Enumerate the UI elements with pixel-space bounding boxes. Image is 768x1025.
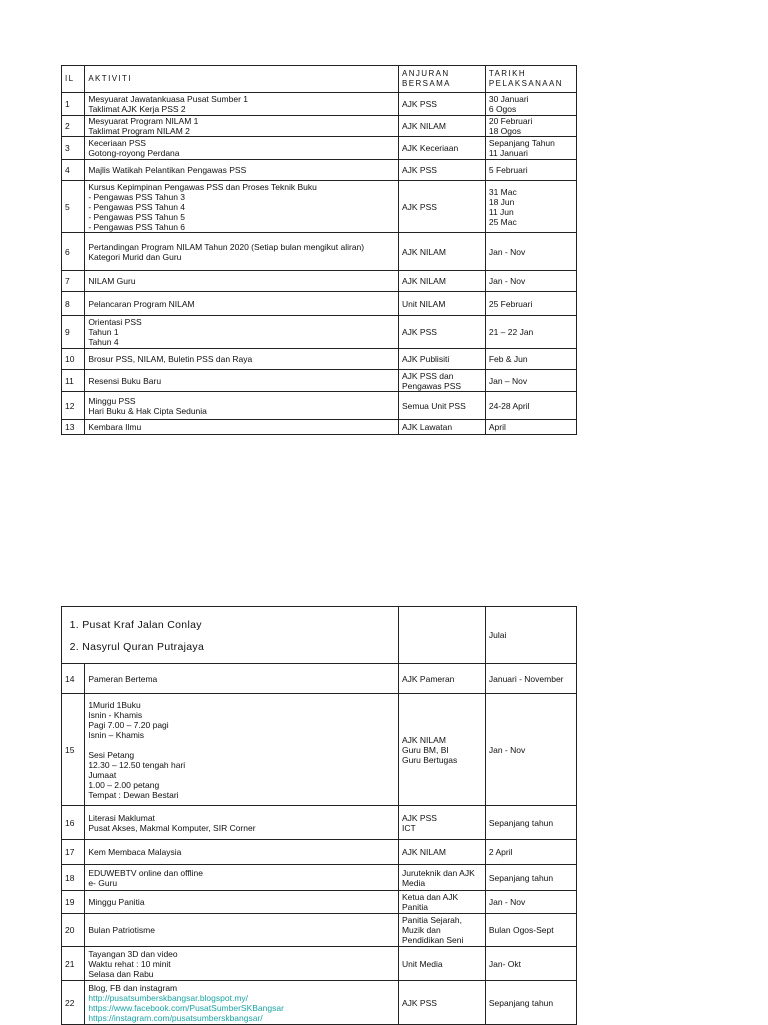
cell-il: 20 bbox=[62, 914, 85, 947]
cell-tarikh: 30 Januari 6 Ogos bbox=[485, 93, 576, 116]
cell-aktiviti: Kem Membaca Malaysia bbox=[85, 840, 399, 865]
visit-item-2-number: 2. bbox=[69, 641, 79, 653]
cell-anjuran: AJK PSS bbox=[398, 981, 485, 1025]
cell-aktiviti: Minggu PSS Hari Buku & Hak Cipta Sedunia bbox=[85, 392, 399, 420]
cell-tarikh: Jan – Nov bbox=[485, 370, 576, 392]
cell-il: 4 bbox=[62, 160, 85, 181]
cell-il: 8 bbox=[62, 292, 85, 316]
table-row bbox=[62, 694, 577, 806]
cell-il: 19 bbox=[62, 891, 85, 914]
cell-tarikh: Sepanjang tahun bbox=[485, 806, 576, 840]
table-row bbox=[62, 806, 577, 840]
cell-aktiviti: NILAM Guru bbox=[85, 271, 399, 292]
cell-anjuran: AJK PSS ICT bbox=[398, 806, 485, 840]
cell-il: 9 bbox=[62, 316, 85, 349]
cell-tarikh: 25 Februari bbox=[485, 292, 576, 316]
table-row bbox=[62, 914, 577, 947]
cell-tarikh: Jan- Okt bbox=[485, 947, 576, 981]
cell-il: 12 bbox=[62, 392, 85, 420]
cell-il: 11 bbox=[62, 370, 85, 392]
visit-item-1 bbox=[65, 619, 395, 631]
visit-places-cell bbox=[62, 607, 399, 664]
cell-aktiviti: Majlis Watikah Pelantikan Pengawas PSS bbox=[85, 160, 399, 181]
cell-il: 10 bbox=[62, 349, 85, 370]
cell-aktiviti: 1Murid 1Buku Isnin - Khamis Pagi 7.00 – 7.20 pagi Isnin – Khamis Sesi Petang 12.30 – 12.50 tengah hari Jumaat 1.00 – 2.00 petang Tempat : Dewan Bestari bbox=[85, 694, 399, 806]
activity-table-2-body bbox=[62, 607, 577, 1025]
cell-tarikh: Sepanjang tahun bbox=[485, 981, 576, 1025]
table-row bbox=[62, 664, 577, 694]
cell-tarikh: Jan - Nov bbox=[485, 271, 576, 292]
table-row bbox=[62, 160, 577, 181]
social-title: Blog, FB dan instagram bbox=[88, 982, 178, 993]
cell-anjuran: AJK NILAM bbox=[398, 271, 485, 292]
cell-anjuran: Ketua dan AJK Panitia bbox=[398, 891, 485, 914]
cell-anjuran: Unit Media bbox=[398, 947, 485, 981]
cell-anjuran: AJK NILAM bbox=[398, 233, 485, 271]
visit-item-1-label: Pusat Kraf Jalan Conlay bbox=[82, 619, 202, 631]
table-row bbox=[62, 181, 577, 233]
cell-aktiviti: Minggu Panitia bbox=[85, 891, 399, 914]
header-aktiviti: AKTIVITI bbox=[85, 66, 399, 93]
table-row bbox=[62, 840, 577, 865]
table-row bbox=[62, 137, 577, 160]
cell-il: 13 bbox=[62, 420, 85, 435]
cell-tarikh: Januari - November bbox=[485, 664, 576, 694]
table-row bbox=[62, 292, 577, 316]
table-row bbox=[62, 891, 577, 914]
cell-aktiviti: Kembara Ilmu bbox=[85, 420, 399, 435]
cell-anjuran: AJK Keceriaan bbox=[398, 137, 485, 160]
cell-anjuran: Panitia Sejarah, Muzik dan Pendidikan Seni bbox=[398, 914, 485, 947]
cell-aktiviti: Pertandingan Program NILAM Tahun 2020 (Setiap bulan mengikut aliran) Kategori Murid dan Guru bbox=[85, 233, 399, 271]
visit-item-1-number: 1. bbox=[69, 619, 79, 631]
cell-il: 6 bbox=[62, 233, 85, 271]
cell-tarikh: Jan - Nov bbox=[485, 694, 576, 806]
table-row bbox=[62, 271, 577, 292]
cell-tarikh: 2 April bbox=[485, 840, 576, 865]
cell-aktiviti: Brosur PSS, NILAM, Buletin PSS dan Raya bbox=[85, 349, 399, 370]
cell-tarikh: 31 Mac 18 Jun 11 Jun 25 Mac bbox=[485, 181, 576, 233]
cell-anjuran: AJK Pameran bbox=[398, 664, 485, 694]
table-row bbox=[62, 233, 577, 271]
cell-tarikh: Jan - Nov bbox=[485, 891, 576, 914]
cell-anjuran: Juruteknik dan AJK Media bbox=[398, 865, 485, 891]
visit-anjuran-cell bbox=[398, 607, 485, 664]
visit-item-2-label: Nasyrul Quran Putrajaya bbox=[82, 641, 205, 653]
cell-aktiviti: EDUWEBTV online dan offline e- Guru bbox=[85, 865, 399, 891]
cell-anjuran: AJK NILAM bbox=[398, 840, 485, 865]
table-row bbox=[62, 392, 577, 420]
header-il: IL bbox=[62, 66, 85, 93]
cell-il: 7 bbox=[62, 271, 85, 292]
cell-il: 21 bbox=[62, 947, 85, 981]
cell-anjuran: Semua Unit PSS bbox=[398, 392, 485, 420]
cell-anjuran: AJK PSS bbox=[398, 160, 485, 181]
cell-il: 5 bbox=[62, 181, 85, 233]
cell-aktiviti: Pelancaran Program NILAM bbox=[85, 292, 399, 316]
table-row bbox=[62, 981, 577, 1025]
table-header-row bbox=[62, 66, 577, 93]
social-link[interactable]: http://pusatsumberskbangsar.blogspot.my/ bbox=[88, 992, 249, 1003]
cell-il: 17 bbox=[62, 840, 85, 865]
cell-aktiviti: Pameran Bertema bbox=[85, 664, 399, 694]
table-row bbox=[62, 116, 577, 137]
cell-aktiviti bbox=[85, 981, 399, 1025]
cell-aktiviti: Mesyuarat Program NILAM 1 Taklimat Program NILAM 2 bbox=[85, 116, 399, 137]
cell-anjuran: AJK Publisiti bbox=[398, 349, 485, 370]
cell-tarikh: 21 – 22 Jan bbox=[485, 316, 576, 349]
table-row bbox=[62, 607, 577, 664]
cell-anjuran: AJK PSS bbox=[398, 181, 485, 233]
table-row bbox=[62, 349, 577, 370]
cell-tarikh: Bulan Ogos-Sept bbox=[485, 914, 576, 947]
cell-tarikh: 20 Februari 18 Ogos bbox=[485, 116, 576, 137]
header-anjuran: ANJURAN BERSAMA bbox=[398, 66, 485, 93]
cell-il: 3 bbox=[62, 137, 85, 160]
social-link[interactable]: https://www.facebook.com/PusatSumberSKBangsar bbox=[88, 1002, 284, 1013]
cell-tarikh: Jan - Nov bbox=[485, 233, 576, 271]
visit-tarikh-cell: Julai bbox=[485, 607, 576, 664]
table-row bbox=[62, 370, 577, 392]
header-tarikh: TARIKH PELAKSANAAN bbox=[485, 66, 576, 93]
table-row bbox=[62, 93, 577, 116]
cell-aktiviti: Keceriaan PSS Gotong-royong Perdana bbox=[85, 137, 399, 160]
visit-item-2 bbox=[65, 641, 395, 653]
cell-anjuran: Unit NILAM bbox=[398, 292, 485, 316]
cell-tarikh: Sepanjang tahun bbox=[485, 865, 576, 891]
cell-aktiviti: Tayangan 3D dan video Waktu rehat : 10 minit Selasa dan Rabu bbox=[85, 947, 399, 981]
cell-il: 16 bbox=[62, 806, 85, 840]
table-row bbox=[62, 865, 577, 891]
cell-aktiviti: Resensi Buku Baru bbox=[85, 370, 399, 392]
cell-il: 14 bbox=[62, 664, 85, 694]
cell-tarikh: April bbox=[485, 420, 576, 435]
cell-aktiviti: Orientasi PSS Tahun 1 Tahun 4 bbox=[85, 316, 399, 349]
cell-il: 18 bbox=[62, 865, 85, 891]
cell-il: 15 bbox=[62, 694, 85, 806]
cell-tarikh: Sepanjang Tahun 11 Januari bbox=[485, 137, 576, 160]
table-row bbox=[62, 947, 577, 981]
cell-anjuran: AJK PSS bbox=[398, 93, 485, 116]
cell-anjuran: AJK NILAM bbox=[398, 116, 485, 137]
cell-aktiviti: Literasi Maklumat Pusat Akses, Makmal Komputer, SIR Corner bbox=[85, 806, 399, 840]
activity-table-1-body bbox=[62, 66, 577, 435]
table-row bbox=[62, 420, 577, 435]
cell-anjuran: AJK PSS dan Pengawas PSS bbox=[398, 370, 485, 392]
cell-il: 22 bbox=[62, 981, 85, 1025]
cell-tarikh: Feb & Jun bbox=[485, 349, 576, 370]
social-link[interactable]: https://instagram.com/pusatsumberskbangsar/ bbox=[88, 1012, 263, 1023]
cell-il: 1 bbox=[62, 93, 85, 116]
activity-table-1 bbox=[61, 65, 577, 435]
cell-tarikh: 5 Februari bbox=[485, 160, 576, 181]
cell-il: 2 bbox=[62, 116, 85, 137]
activity-table-2 bbox=[61, 606, 577, 1025]
cell-anjuran: AJK PSS bbox=[398, 316, 485, 349]
cell-anjuran: AJK NILAM Guru BM, BI Guru Bertugas bbox=[398, 694, 485, 806]
cell-anjuran: AJK Lawatan bbox=[398, 420, 485, 435]
cell-aktiviti: Mesyuarat Jawatankuasa Pusat Sumber 1 Taklimat AJK Kerja PSS 2 bbox=[85, 93, 399, 116]
cell-aktiviti: Kursus Kepimpinan Pengawas PSS dan Proses Teknik Buku - Pengawas PSS Tahun 3 - Pengawas PSS Tahun 4 - Pengawas PSS Tahun 5 - Pengawas PSS Tahun 6 bbox=[85, 181, 399, 233]
cell-tarikh: 24-28 April bbox=[485, 392, 576, 420]
cell-aktiviti: Bulan Patriotisme bbox=[85, 914, 399, 947]
table-row bbox=[62, 316, 577, 349]
